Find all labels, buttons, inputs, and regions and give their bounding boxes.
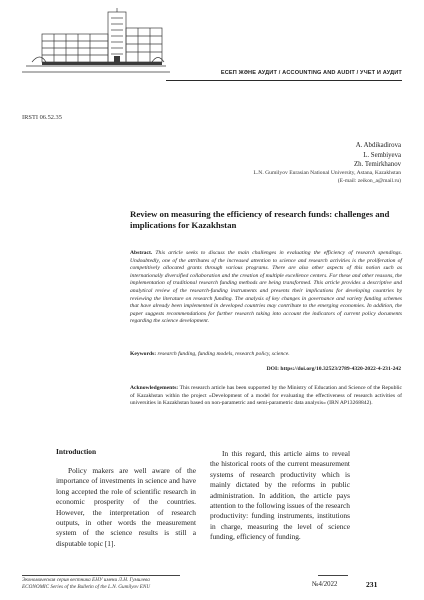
doi-link[interactable]: DOI: https://doi.org/10.32523/2789-4320-2022-4-231-242 bbox=[266, 366, 401, 372]
article-title: Review on measuring the efficiency of research funds: challenges and implications for Kazakhstan bbox=[130, 209, 390, 230]
keywords-label: Keywords: bbox=[130, 351, 157, 357]
keywords-text: research funding, funding models, research policy, science. bbox=[157, 351, 290, 357]
header-building-illustration bbox=[22, 8, 170, 80]
section-heading-introduction: Introduction bbox=[56, 447, 97, 456]
author-name: A. Abdikadirova bbox=[355, 142, 401, 149]
page-number: 231 bbox=[366, 580, 378, 589]
footer-divider-right bbox=[318, 575, 348, 576]
footer-divider bbox=[22, 575, 180, 576]
abstract-label: Abstract. bbox=[130, 250, 153, 256]
author-name: L. Sembiyeva bbox=[363, 151, 401, 159]
abstract bbox=[130, 250, 402, 326]
affiliation-institution: L.N. Gumilyov Eurasian National University, Astana, Kazakhstan bbox=[253, 170, 401, 176]
keywords bbox=[130, 351, 402, 359]
body-paragraph-left: Policy makers are well aware of the importance of investments in science and have long accepted the role of scientific research in economic prosperity of the countries. However, the interpretation of research outputs, in other words the measurement system of the science results is still a disputable topic [1]. bbox=[56, 466, 196, 548]
journal-name-en: ECONOMIC Series of the Bulletin of the L.N. Gumilyov ENU bbox=[22, 584, 151, 590]
acknowledgements-label: Acknowledgements: bbox=[130, 385, 179, 391]
journal-name-ru: Экономическая серия вестника ЕНУ имени Л.Н. Гумилева bbox=[22, 577, 150, 583]
author-name: Zh. Temirkhanov bbox=[354, 161, 401, 169]
header-divider bbox=[166, 80, 402, 81]
issue-number: №4/2022 bbox=[312, 581, 338, 588]
author-affiliation bbox=[253, 170, 401, 185]
body-paragraph-right: In this regard, this article aims to reveal the historical roots of the current measurement systems of research productivity which is mainly dictated by the reforms in public administration. In addition, the article pays attention to the following issues of the research productivity: funding instruments, institutions in charge, measuring the level of science funding, efficiency of funding. bbox=[210, 449, 350, 542]
acknowledgements bbox=[130, 385, 402, 408]
affiliation-email: (E-mail: zeikon_a@mail.ru) bbox=[337, 177, 401, 184]
abstract-text: This article seeks to discuss the main challenges in evaluating the efficiency of research spendings. Undoubtedly, one of the attributes of the increased attention to science and research activities is the proliferation of competitively allocated grants through various programs. There are also other aspects of this notion such as internationally diversified collaboration and the creation of multiple excellence centers. For these and other reasons, the implementation of traditional research funding methods are being transformed. This article provides a descriptive and analytical review of the research-funding instruments and presents their implications for developing countries by reviewing the literature on research funding. The analysis of key changes in governance and variety funding schemes that have already been implemented in developed countries may contribute to the emerging economies. In addition, the paper suggests recommendations for further research taking into account the indicators of current policy documents regarding the science development. bbox=[130, 250, 402, 325]
journal-footer bbox=[22, 577, 150, 591]
author-list bbox=[354, 141, 401, 170]
irsti-code: IRSTI 06.52.35 bbox=[22, 114, 62, 121]
acknowledgements-text: This research article has been supported by the Ministry of Education and Science of the Republic of Kazakhstan within the project «Development of a model for evaluating the effectiveness of research activities of universities in Kazakhstan based on non-parametric and semi-parametric data analysis» (IRN AP13268842). bbox=[130, 385, 402, 407]
journal-section-header: ЕСЕП ЖӘНЕ АУДИТ / ACCOUNTING AND AUDIT / УЧЕТ И АУДИТ bbox=[220, 70, 402, 76]
